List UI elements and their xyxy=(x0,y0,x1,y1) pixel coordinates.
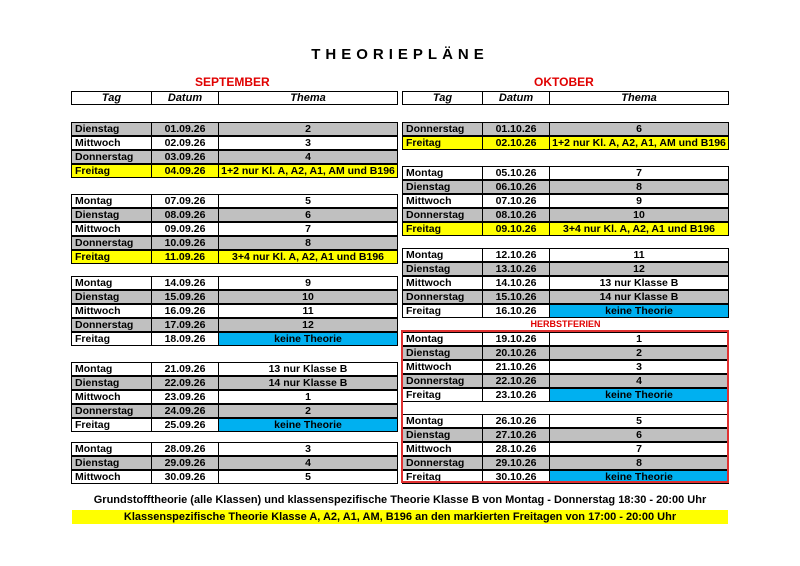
table-row xyxy=(402,222,729,236)
cell-tag: Mittwoch xyxy=(403,277,483,289)
cell-thema: 9 xyxy=(636,195,642,207)
cell-tag: Dienstag xyxy=(403,263,483,275)
cell-datum: 10.09.26 xyxy=(152,237,219,249)
cell-tag: Montag xyxy=(403,249,483,261)
cell-datum: 14.10.26 xyxy=(483,277,550,289)
cell-thema: 7 xyxy=(636,167,642,179)
cell-datum: 02.10.26 xyxy=(483,137,550,149)
cell-thema: 4 xyxy=(219,457,397,469)
cell-thema: 5 xyxy=(305,471,311,483)
table-row xyxy=(71,236,398,250)
table-row xyxy=(402,180,729,194)
cell-datum: 16.09.26 xyxy=(152,305,219,317)
table-row xyxy=(71,318,398,332)
cell-thema: 13 nur Klasse B xyxy=(599,277,679,289)
cell-datum: 30.10.26 xyxy=(483,471,550,483)
header-thema: Thema xyxy=(621,92,657,104)
cell-tag: Freitag xyxy=(403,471,483,483)
cell-tag: Montag xyxy=(72,277,152,289)
table-row xyxy=(71,332,398,346)
table-row xyxy=(71,136,398,150)
cell-tag: Freitag xyxy=(403,305,483,317)
cell-datum: 25.09.26 xyxy=(152,419,219,431)
cell-tag: Mittwoch xyxy=(72,391,152,403)
cell-datum: 03.09.26 xyxy=(152,151,219,163)
cell-thema: 6 xyxy=(550,429,728,441)
header-datum: Datum xyxy=(152,92,219,104)
cell-tag: Dienstag xyxy=(72,123,152,135)
cell-datum: 08.09.26 xyxy=(152,209,219,221)
cell-thema: 4 xyxy=(550,375,728,387)
cell-tag: Freitag xyxy=(72,251,152,263)
cell-datum: 04.09.26 xyxy=(152,165,219,177)
table-row xyxy=(402,194,729,208)
table-row xyxy=(402,136,729,150)
cell-datum: 30.09.26 xyxy=(152,471,219,483)
cell-tag: Dienstag xyxy=(72,209,152,221)
cell-tag: Montag xyxy=(403,333,483,345)
cell-tag: Mittwoch xyxy=(403,361,483,373)
cell-tag: Mittwoch xyxy=(403,195,483,207)
table-row xyxy=(402,166,729,180)
cell-datum: 27.10.26 xyxy=(483,429,550,441)
cell-datum: 15.10.26 xyxy=(483,291,550,303)
cell-tag: Freitag xyxy=(403,137,483,149)
cell-datum: 23.09.26 xyxy=(152,391,219,403)
table-row xyxy=(71,150,398,164)
cell-datum: 08.10.26 xyxy=(483,209,550,221)
cell-thema: 1+2 nur Kl. A, A2, A1, AM und B196 xyxy=(550,137,728,149)
table-row xyxy=(71,304,398,318)
cell-thema: 5 xyxy=(636,415,642,427)
cell-thema: 3 xyxy=(636,361,642,373)
cell-thema: 9 xyxy=(305,277,311,289)
cell-datum: 28.10.26 xyxy=(483,443,550,455)
cell-thema: 3+4 nur Kl. A, A2, A1 und B196 xyxy=(219,251,397,263)
header-tag: Tag xyxy=(403,92,483,104)
cell-tag: Freitag xyxy=(403,389,483,401)
cell-datum: 01.10.26 xyxy=(483,123,550,135)
september-table-header xyxy=(71,91,398,105)
table-row xyxy=(71,290,398,304)
table-row xyxy=(71,404,398,418)
table-row xyxy=(71,442,398,456)
table-row xyxy=(402,346,729,360)
cell-tag: Dienstag xyxy=(403,181,483,193)
table-row xyxy=(402,276,729,290)
cell-datum: 01.09.26 xyxy=(152,123,219,135)
cell-tag: Freitag xyxy=(72,165,152,177)
cell-thema: 2 xyxy=(219,405,397,417)
footer-note-2: Klassenspezifische Theorie Klasse A, A2, A1, AM, B196 an den markierten Freitagen von 17:00 - 20:00 Uhr xyxy=(72,510,728,524)
table-row xyxy=(402,374,729,388)
cell-datum: 22.10.26 xyxy=(483,375,550,387)
cell-thema: 5 xyxy=(305,195,311,207)
cell-datum: 09.10.26 xyxy=(483,223,550,235)
cell-datum: 13.10.26 xyxy=(483,263,550,275)
table-row xyxy=(402,262,729,276)
cell-datum: 29.09.26 xyxy=(152,457,219,469)
cell-tag: Mittwoch xyxy=(72,223,152,235)
cell-tag: Montag xyxy=(403,415,483,427)
cell-tag: Dienstag xyxy=(72,457,152,469)
cell-datum: 22.09.26 xyxy=(152,377,219,389)
cell-thema: 11 xyxy=(633,249,645,261)
cell-thema: 6 xyxy=(550,123,728,135)
cell-thema: 1 xyxy=(636,333,642,345)
table-row xyxy=(71,208,398,222)
september-heading: SEPTEMBER xyxy=(195,75,270,89)
cell-datum: 11.09.26 xyxy=(152,251,219,263)
cell-tag: Donnerstag xyxy=(72,151,152,163)
cell-datum: 26.10.26 xyxy=(483,415,550,427)
table-row xyxy=(71,418,398,432)
cell-tag: Donnerstag xyxy=(403,375,483,387)
cell-tag: Mittwoch xyxy=(72,305,152,317)
table-row xyxy=(402,414,729,428)
cell-tag: Freitag xyxy=(72,333,152,345)
table-row xyxy=(402,208,729,222)
cell-datum: 07.10.26 xyxy=(483,195,550,207)
table-row xyxy=(402,248,729,262)
cell-thema: 13 nur Klasse B xyxy=(268,363,348,375)
cell-thema: 3 xyxy=(305,137,311,149)
cell-thema: keine Theorie xyxy=(550,389,728,401)
cell-thema: 11 xyxy=(302,305,314,317)
table-row xyxy=(71,122,398,136)
footer-note-1: Grundstofftheorie (alle Klassen) und klassenspezifische Theorie Klasse B von Montag - Donnerstag 18:30 - 20:00 Uhr xyxy=(93,494,707,506)
cell-thema: 12 xyxy=(219,319,397,331)
cell-tag: Dienstag xyxy=(403,429,483,441)
cell-datum: 24.09.26 xyxy=(152,405,219,417)
cell-tag: Dienstag xyxy=(403,347,483,359)
cell-tag: Donnerstag xyxy=(403,457,483,469)
table-row xyxy=(402,428,729,442)
cell-tag: Donnerstag xyxy=(72,319,152,331)
cell-tag: Montag xyxy=(403,167,483,179)
cell-thema: 7 xyxy=(636,443,642,455)
cell-thema: 6 xyxy=(219,209,397,221)
cell-tag: Dienstag xyxy=(72,291,152,303)
cell-datum: 29.10.26 xyxy=(483,457,550,469)
table-row xyxy=(71,250,398,264)
cell-thema: 8 xyxy=(550,457,728,469)
cell-datum: 02.09.26 xyxy=(152,137,219,149)
cell-tag: Donnerstag xyxy=(403,209,483,221)
cell-datum: 17.09.26 xyxy=(152,319,219,331)
table-row xyxy=(402,442,729,456)
cell-tag: Dienstag xyxy=(72,377,152,389)
table-row xyxy=(71,390,398,404)
herbstferien-label: HERBSTFERIEN xyxy=(530,319,601,329)
table-row xyxy=(71,164,398,178)
page-title: THEORIEPLÄNE xyxy=(311,46,489,63)
cell-datum: 23.10.26 xyxy=(483,389,550,401)
cell-tag: Freitag xyxy=(72,419,152,431)
cell-tag: Mittwoch xyxy=(403,443,483,455)
oktober-table-header xyxy=(402,91,729,105)
table-row xyxy=(71,470,398,484)
table-row xyxy=(71,376,398,390)
table-row xyxy=(402,290,729,304)
cell-thema: 7 xyxy=(305,223,311,235)
table-row xyxy=(402,388,729,402)
cell-tag: Donnerstag xyxy=(403,291,483,303)
cell-thema: 12 xyxy=(550,263,728,275)
cell-tag: Donnerstag xyxy=(403,123,483,135)
cell-datum: 16.10.26 xyxy=(483,305,550,317)
cell-tag: Mittwoch xyxy=(72,471,152,483)
cell-datum: 28.09.26 xyxy=(152,443,219,455)
table-row xyxy=(402,470,729,484)
table-row xyxy=(71,222,398,236)
table-row xyxy=(402,360,729,374)
cell-thema: keine Theorie xyxy=(550,305,728,317)
cell-datum: 21.10.26 xyxy=(483,361,550,373)
cell-thema: keine Theorie xyxy=(219,419,397,431)
table-row xyxy=(402,332,729,346)
table-row xyxy=(71,194,398,208)
table-row xyxy=(71,362,398,376)
cell-thema: 8 xyxy=(550,181,728,193)
cell-thema: 10 xyxy=(219,291,397,303)
table-row xyxy=(402,122,729,136)
cell-tag: Montag xyxy=(72,195,152,207)
cell-thema: 2 xyxy=(550,347,728,359)
cell-thema: keine Theorie xyxy=(550,471,728,483)
table-row xyxy=(71,276,398,290)
cell-thema: 14 nur Klasse B xyxy=(219,377,397,389)
cell-datum: 18.09.26 xyxy=(152,333,219,345)
cell-datum: 14.09.26 xyxy=(152,277,219,289)
cell-thema: 2 xyxy=(219,123,397,135)
cell-thema: 3+4 nur Kl. A, A2, A1 und B196 xyxy=(550,223,728,235)
cell-tag: Mittwoch xyxy=(72,137,152,149)
cell-thema: 14 nur Klasse B xyxy=(550,291,728,303)
table-row xyxy=(402,304,729,318)
header-thema: Thema xyxy=(290,92,326,104)
table-row xyxy=(71,456,398,470)
cell-tag: Montag xyxy=(72,443,152,455)
oktober-heading: OKTOBER xyxy=(534,75,594,89)
cell-thema: 1+2 nur Kl. A, A2, A1, AM und B196 xyxy=(219,165,397,177)
cell-thema: 4 xyxy=(219,151,397,163)
header-tag: Tag xyxy=(72,92,152,104)
cell-datum: 09.09.26 xyxy=(152,223,219,235)
cell-thema: 3 xyxy=(305,443,311,455)
cell-tag: Montag xyxy=(72,363,152,375)
cell-datum: 21.09.26 xyxy=(152,363,219,375)
cell-datum: 07.09.26 xyxy=(152,195,219,207)
cell-datum: 19.10.26 xyxy=(483,333,550,345)
cell-datum: 06.10.26 xyxy=(483,181,550,193)
cell-tag: Donnerstag xyxy=(72,237,152,249)
table-row xyxy=(402,456,729,470)
cell-tag: Freitag xyxy=(403,223,483,235)
cell-thema: 8 xyxy=(219,237,397,249)
cell-tag: Donnerstag xyxy=(72,405,152,417)
cell-datum: 15.09.26 xyxy=(152,291,219,303)
cell-datum: 20.10.26 xyxy=(483,347,550,359)
cell-thema: keine Theorie xyxy=(219,333,397,345)
header-datum: Datum xyxy=(483,92,550,104)
cell-thema: 1 xyxy=(305,391,311,403)
cell-datum: 05.10.26 xyxy=(483,167,550,179)
cell-thema: 10 xyxy=(550,209,728,221)
cell-datum: 12.10.26 xyxy=(483,249,550,261)
